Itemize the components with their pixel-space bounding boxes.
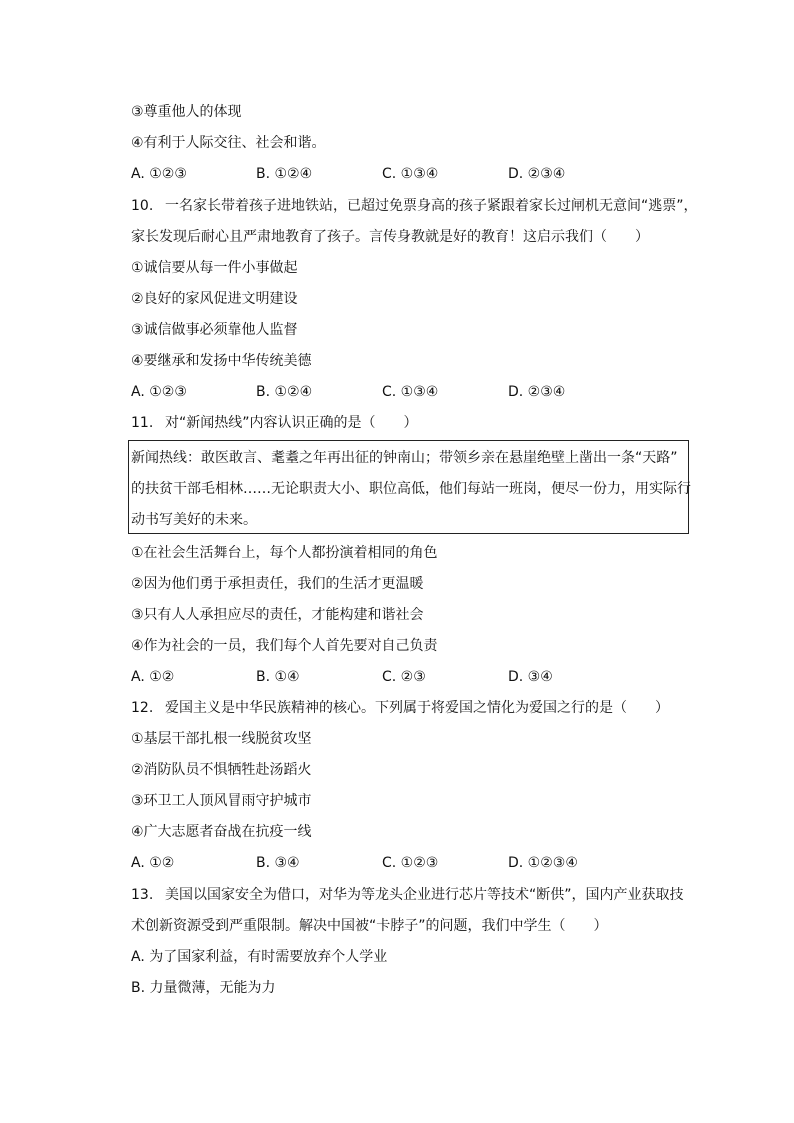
q10-statement-4: ④要继承和发扬中华传统美德 xyxy=(131,353,312,369)
q12-stem xyxy=(131,698,669,718)
news-line-3: 动书写美好的未来。 xyxy=(131,512,257,528)
q11-number: 11. xyxy=(131,415,154,431)
q9-option-c[interactable]: C. ①③④ xyxy=(382,166,439,182)
q11-options xyxy=(131,667,691,687)
q9-option-b[interactable]: B. ①②④ xyxy=(256,166,313,182)
q12-statement-1: ①基层干部扎根一线脱贫攻坚 xyxy=(131,731,312,747)
q12-option-a[interactable]: A. ①② xyxy=(131,855,175,871)
q10-stem-line2: 家长发现后耐心且严肃地教育了孩子。言传身教就是好的教育！这启示我们（ ） xyxy=(131,229,649,245)
q11-statement-4: ④作为社会的一员，我们每个人首先要对自己负责 xyxy=(131,638,438,654)
q12-option-b[interactable]: B. ③④ xyxy=(256,855,300,871)
q11-option-b[interactable]: B. ①④ xyxy=(256,669,300,685)
q12-statement-4: ④广大志愿者奋战在抗疫一线 xyxy=(131,824,312,840)
q11-statement-3: ③只有人人承担应尽的责任，才能构建和谐社会 xyxy=(131,607,424,623)
q10-option-b[interactable]: B. ①②④ xyxy=(256,384,313,400)
q10-stem-text: 一名家长带着孩子进地铁站，已超过免票身高的孩子紧跟着家长过闸机无意间“逃票”， xyxy=(165,198,698,214)
q10-statement-3: ③诚信做事必须靠他人监督 xyxy=(131,322,298,338)
q13-number: 13. xyxy=(131,887,154,903)
q11-option-c[interactable]: C. ②③ xyxy=(382,669,426,685)
q11-statement-1: ①在社会生活舞台上，每个人都扮演着相同的角色 xyxy=(131,545,438,561)
q11-statement-2: ②因为他们勇于承担责任，我们的生活才更温暖 xyxy=(131,576,424,592)
q10-number: 10. xyxy=(131,198,154,214)
q10-option-a[interactable]: A. ①②③ xyxy=(131,384,187,400)
q9-option-a[interactable]: A. ①②③ xyxy=(131,166,187,182)
q12-statement-3: ③环卫工人顶风冒雨守护城市 xyxy=(131,793,312,809)
q13-option-b[interactable]: B. 力量微薄，无能为力 xyxy=(131,980,276,996)
q11-option-a[interactable]: A. ①② xyxy=(131,669,175,685)
q12-options xyxy=(131,853,691,873)
news-hotline-box xyxy=(128,440,689,534)
q9-options xyxy=(131,164,691,184)
q12-stem-text: 爱国主义是中华民族精神的核心。下列属于将爱国之情化为爱国之行的是（ ） xyxy=(165,700,669,716)
q10-stem-line1 xyxy=(131,196,698,216)
q13-option-a[interactable]: A. 为了国家利益，有时需要放弃个人学业 xyxy=(131,949,388,965)
q13-stem-text: 美国以国家安全为借口，对华为等龙头企业进行芯片等技术“断供”，国内产业获取技 xyxy=(165,887,684,903)
news-line-2: 的扶贫干部毛相林……无论职责大小、职位高低，他们每站一班岗，便尽一份力，用实际行 xyxy=(131,481,691,497)
q12-option-c[interactable]: C. ①②③ xyxy=(382,855,439,871)
q11-stem-text: 对“新闻热线”内容认识正确的是（ ） xyxy=(165,415,418,431)
q10-option-c[interactable]: C. ①③④ xyxy=(382,384,439,400)
q9-statement-4: ④有利于人际交往、社会和谐。 xyxy=(131,135,326,151)
q9-option-d[interactable]: D. ②③④ xyxy=(508,166,566,182)
q10-statement-2: ②良好的家风促进文明建设 xyxy=(131,291,298,307)
q9-statement-3: ③尊重他人的体现 xyxy=(131,104,242,120)
q12-option-d[interactable]: D. ①②③④ xyxy=(508,855,578,871)
q12-statement-2: ②消防队员不惧牺牲赴汤蹈火 xyxy=(131,762,312,778)
q10-options xyxy=(131,382,691,402)
news-line-1: 新闻热线：敢医敢言、耄耋之年再出征的钟南山；带领乡亲在悬崖绝壁上凿出一条“天路” xyxy=(131,450,678,466)
q11-option-d[interactable]: D. ③④ xyxy=(508,669,553,685)
q10-option-d[interactable]: D. ②③④ xyxy=(508,384,566,400)
q11-stem xyxy=(131,413,418,433)
q13-stem-line2: 术创新资源受到严重限制。解决中国被“卡脖子”的问题，我们中学生（ ） xyxy=(131,918,608,934)
q12-number: 12. xyxy=(131,700,154,716)
q10-statement-1: ①诚信要从每一件小事做起 xyxy=(131,260,298,276)
q13-stem-line1 xyxy=(131,885,684,905)
